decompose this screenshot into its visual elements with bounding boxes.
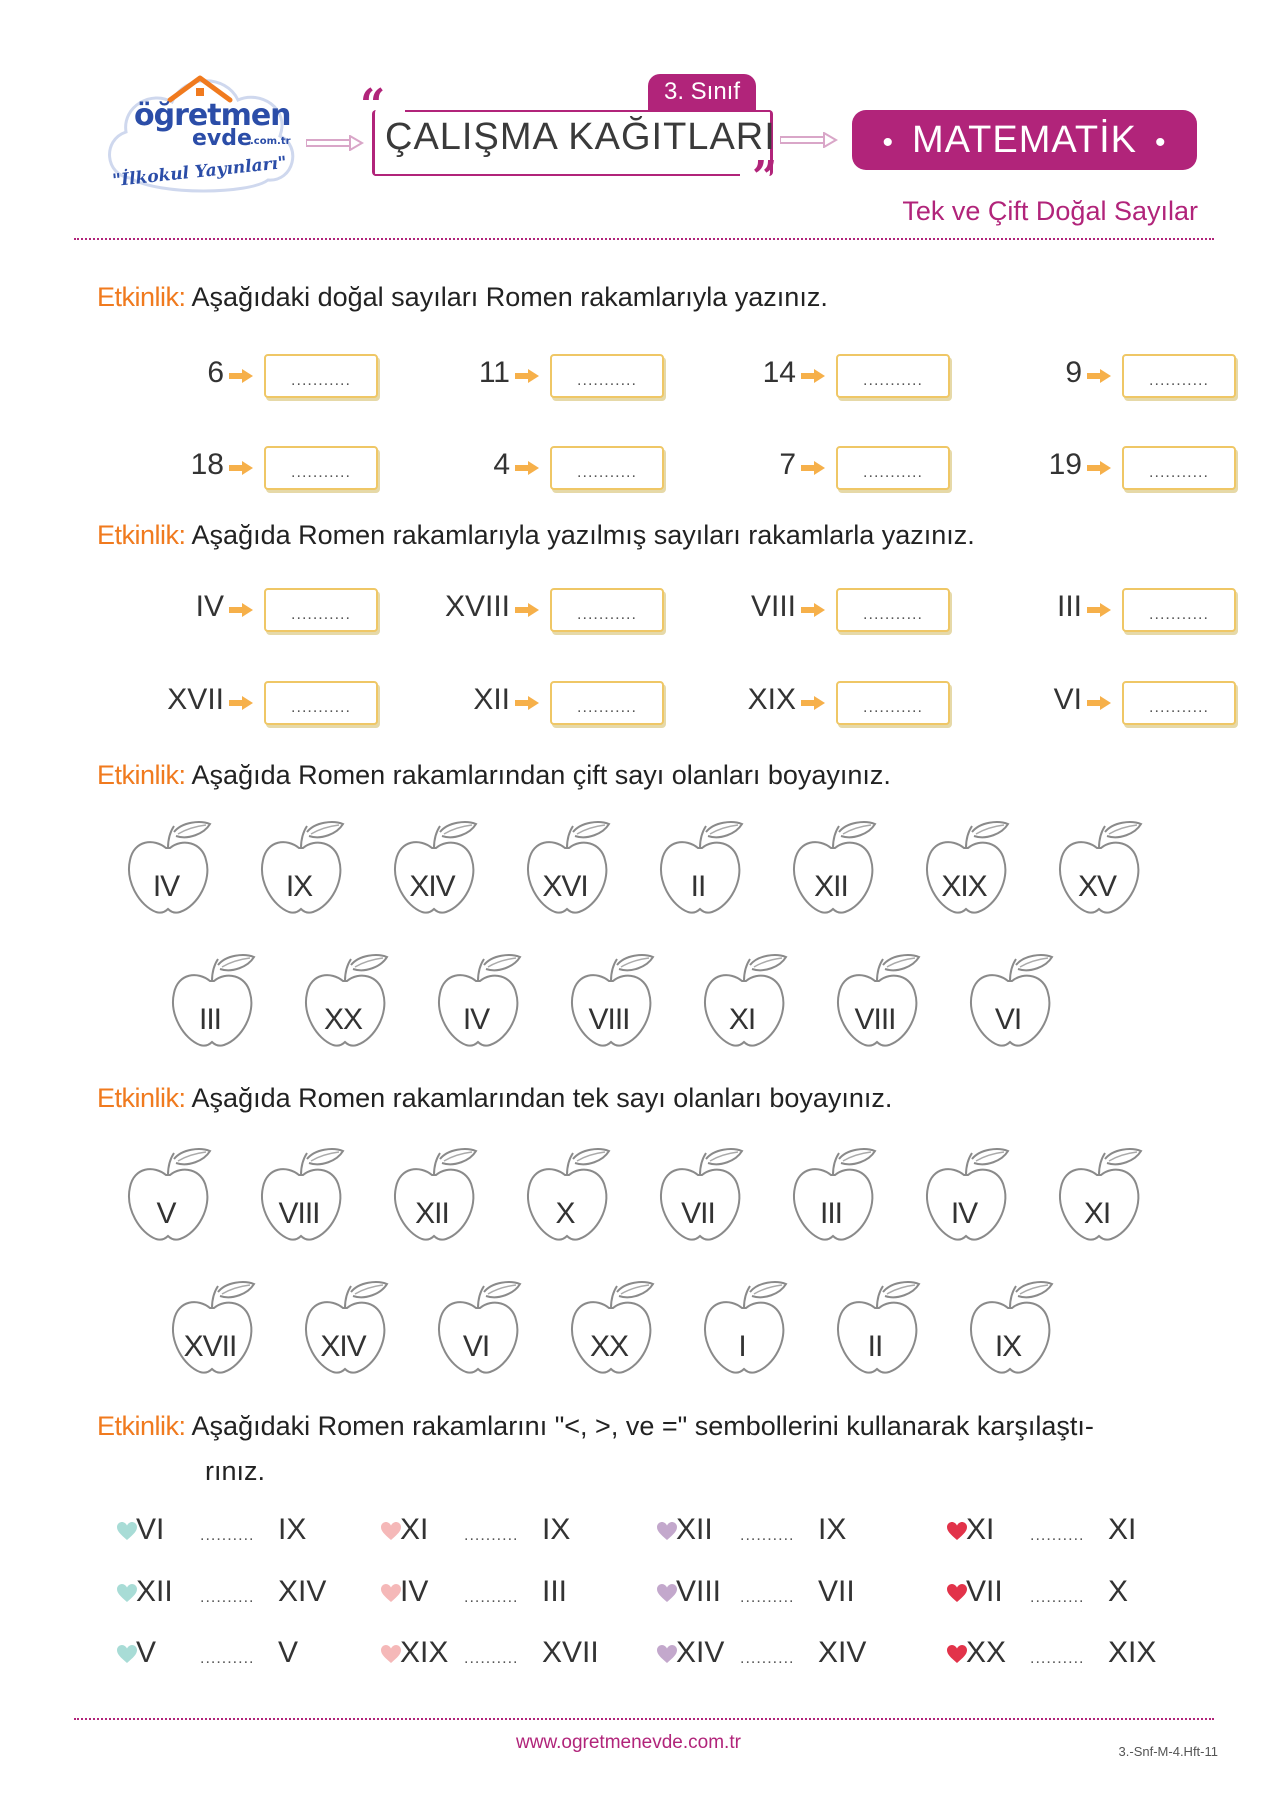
comparison-right-numeral: XI [1108, 1513, 1137, 1546]
arrow-right-icon [514, 368, 540, 384]
instruction-text: Aşağıdaki Romen rakamlarını "<, >, ve =" sembollerini kullanarak karşılaştı- [191, 1411, 1094, 1441]
apple-numeral: XX [589, 1330, 629, 1363]
answer-box[interactable]: ........... [264, 681, 378, 725]
arrow-right-icon [228, 602, 254, 618]
apple-item[interactable] [297, 1278, 407, 1388]
heart-icon [380, 1521, 402, 1541]
comparison-right-numeral: IX [818, 1513, 847, 1546]
comparison-item [116, 1513, 356, 1553]
grade-badge: 3. Sınıf [648, 74, 756, 110]
heart-icon [116, 1583, 138, 1603]
comparison-item [946, 1636, 1186, 1676]
comparison-answer-blank[interactable]: .......... [740, 1527, 795, 1544]
header-arrow-icon [780, 132, 838, 148]
exercise-label: 4 [493, 448, 510, 481]
comparison-left-numeral: VIII [676, 1575, 722, 1608]
answer-box[interactable]: ........... [1122, 588, 1236, 632]
apple-item[interactable] [652, 1145, 762, 1255]
brand-logo [100, 60, 300, 210]
comparison-answer-blank[interactable]: .......... [464, 1650, 519, 1667]
answer-box[interactable]: ........... [836, 588, 950, 632]
exercise-item [94, 442, 374, 494]
apple-numeral: VI [462, 1330, 490, 1363]
activity-tag: Etkinlik: [97, 1083, 186, 1113]
apple-item[interactable] [563, 951, 673, 1061]
comparison-item [946, 1513, 1186, 1553]
heart-icon [116, 1644, 138, 1664]
apple-numeral: III [819, 1197, 842, 1230]
comparison-right-numeral: X [1108, 1575, 1129, 1608]
answer-box[interactable]: ........... [836, 681, 950, 725]
comparison-item [116, 1636, 356, 1676]
apple-numeral: IV [152, 870, 180, 903]
comparison-left-numeral: XI [400, 1513, 429, 1546]
arrow-right-icon [228, 695, 254, 711]
page-title: ÇALIŞMA KAĞITLARI [385, 116, 776, 158]
exercise-label: XII [473, 683, 510, 716]
apple-numeral: VI [994, 1003, 1022, 1036]
exercise-label: XVII [167, 683, 224, 716]
apple-item[interactable] [696, 1278, 806, 1388]
comparison-left-numeral: XII [676, 1513, 713, 1546]
arrow-right-icon [514, 695, 540, 711]
heart-icon [380, 1583, 402, 1603]
apple-item[interactable] [164, 1278, 274, 1388]
arrow-right-icon [800, 602, 826, 618]
topic-title: Tek ve Çift Doğal Sayılar [902, 196, 1198, 226]
apple-numeral: XI [728, 1003, 756, 1036]
apple-item[interactable] [1051, 1145, 1161, 1255]
answer-box[interactable]: ........... [550, 354, 664, 398]
exercise-label: III [1056, 590, 1082, 623]
apple-numeral: IX [994, 1330, 1022, 1363]
heart-icon [946, 1583, 968, 1603]
apple-item[interactable] [120, 1145, 230, 1255]
exercise-item [666, 677, 946, 729]
exercise-item [952, 677, 1232, 729]
apple-numeral: XII [415, 1197, 449, 1230]
instruction-text: Aşağıdaki doğal sayıları Romen rakamlarıyla yazınız. [191, 282, 828, 312]
apple-item[interactable] [297, 951, 407, 1061]
arrow-right-icon [514, 602, 540, 618]
apple-numeral: V [156, 1197, 176, 1230]
comparison-left-numeral: V [136, 1636, 157, 1669]
apple-item[interactable] [386, 818, 496, 928]
comparison-item [656, 1513, 896, 1553]
open-quote-icon: “ [360, 80, 386, 131]
comparison-item [656, 1575, 896, 1615]
apple-numeral: IX [285, 870, 313, 903]
arrow-right-icon [228, 460, 254, 476]
comparison-answer-blank[interactable]: .......... [200, 1589, 255, 1606]
comparison-answer-blank[interactable]: .......... [740, 1650, 795, 1667]
exercise-item [952, 584, 1232, 636]
heart-icon [656, 1644, 678, 1664]
footer-url[interactable]: www.ogretmenevde.com.tr [516, 1732, 741, 1753]
exercise-label: VIII [750, 590, 796, 623]
arrow-right-icon [800, 368, 826, 384]
apple-numeral: XVII [183, 1330, 237, 1363]
apple-item[interactable] [563, 1278, 673, 1388]
instruction-text: Aşağıda Romen rakamlarıyla yazılmış sayıları rakamlarla yazınız. [191, 520, 975, 550]
apple-numeral: XVI [542, 870, 588, 903]
exercise-item [380, 584, 660, 636]
exercise-item [666, 584, 946, 636]
exercise-label: 7 [779, 448, 796, 481]
header-divider [74, 238, 1214, 240]
comparison-left-numeral: XI [966, 1513, 995, 1546]
apple-item[interactable] [519, 1145, 629, 1255]
heart-icon [946, 1521, 968, 1541]
comparison-right-numeral: XVII [542, 1636, 599, 1669]
comparison-left-numeral: XX [966, 1636, 1007, 1669]
comparison-left-numeral: XII [136, 1575, 173, 1608]
apple-numeral: XIX [941, 870, 987, 903]
answer-box[interactable]: ........... [836, 446, 950, 490]
exercise-label: IV [195, 590, 224, 623]
apple-numeral: XX [323, 1003, 363, 1036]
comparison-left-numeral: VI [136, 1513, 165, 1546]
apple-item[interactable] [696, 951, 806, 1061]
answer-box[interactable]: ........... [264, 354, 378, 398]
apple-numeral: VIII [278, 1197, 320, 1230]
activity-tag: Etkinlik: [97, 520, 186, 550]
apple-item[interactable] [253, 818, 363, 928]
footer-divider [74, 1718, 1214, 1720]
apple-item[interactable] [1051, 818, 1161, 928]
subject-badge [852, 110, 1197, 170]
comparison-answer-blank[interactable]: .......... [1030, 1589, 1085, 1606]
arrow-right-icon [1086, 602, 1112, 618]
exercise-item [94, 350, 374, 402]
answer-box[interactable]: ........... [264, 446, 378, 490]
apple-numeral: XII [814, 870, 848, 903]
apple-item[interactable] [829, 1278, 939, 1388]
comparison-item [656, 1636, 896, 1676]
apple-item[interactable] [918, 1145, 1028, 1255]
header-arrow-icon [306, 135, 364, 151]
apple-numeral: IV [462, 1003, 490, 1036]
arrow-right-icon [800, 460, 826, 476]
apple-numeral: VIII [854, 1003, 896, 1036]
exercise-label: XVIII [444, 590, 510, 623]
answer-box[interactable]: ........... [1122, 354, 1236, 398]
answer-box[interactable]: ........... [1122, 446, 1236, 490]
apple-numeral: X [555, 1197, 575, 1230]
logo-brand-text-2: evde [192, 126, 252, 151]
apple-numeral: XI [1083, 1197, 1111, 1230]
comparison-left-numeral: XIX [400, 1636, 449, 1669]
instruction-text: Aşağıda Romen rakamlarından tek sayı olanları boyayınız. [191, 1083, 893, 1113]
heart-icon [116, 1521, 138, 1541]
answer-box[interactable]: ........... [550, 446, 664, 490]
exercise-label: 11 [478, 356, 510, 389]
comparison-right-numeral: VII [818, 1575, 855, 1608]
heart-icon [656, 1583, 678, 1603]
apple-item[interactable] [829, 951, 939, 1061]
comparison-item [380, 1513, 620, 1553]
apple-numeral: VIII [588, 1003, 630, 1036]
apple-item[interactable] [785, 818, 895, 928]
exercise-label: 19 [1048, 448, 1082, 481]
apple-item[interactable] [120, 818, 230, 928]
comparison-answer-blank[interactable]: .......... [464, 1589, 519, 1606]
exercise-item [380, 350, 660, 402]
exercise-item [94, 584, 374, 636]
activity-5-instruction-continued: rınız. [205, 1456, 266, 1486]
answer-box[interactable]: ........... [550, 588, 664, 632]
comparison-left-numeral: IV [400, 1575, 429, 1608]
logo-brand-text: öğretmen [134, 98, 291, 133]
activity-1-instruction [97, 282, 828, 313]
comparison-answer-blank[interactable]: .......... [464, 1527, 519, 1544]
arrow-right-icon [1086, 695, 1112, 711]
bullet-icon: • [1155, 126, 1167, 159]
apple-numeral: III [198, 1003, 221, 1036]
comparison-answer-blank[interactable]: .......... [740, 1589, 795, 1606]
exercise-label: 9 [1065, 356, 1082, 389]
exercise-label: 18 [190, 448, 224, 481]
exercise-label: VI [1053, 683, 1082, 716]
exercise-item [952, 350, 1232, 402]
heart-icon [946, 1644, 968, 1664]
apple-item[interactable] [164, 951, 274, 1061]
activity-5-instruction [97, 1411, 1094, 1442]
answer-box[interactable]: ........... [264, 588, 378, 632]
apple-item[interactable] [918, 818, 1028, 928]
logo-domain-text: .com.tr [250, 136, 291, 147]
apple-item[interactable] [962, 1278, 1072, 1388]
comparison-answer-blank[interactable]: .......... [1030, 1527, 1085, 1544]
comparison-item [380, 1636, 620, 1676]
apple-item[interactable] [386, 1145, 496, 1255]
comparison-right-numeral: XIV [278, 1575, 327, 1608]
heart-icon [656, 1521, 678, 1541]
answer-box[interactable]: ........... [836, 354, 950, 398]
subject-label: MATEMATİK [911, 119, 1138, 161]
apple-item[interactable] [519, 818, 629, 928]
arrow-right-icon [1086, 460, 1112, 476]
heart-icon [380, 1644, 402, 1664]
exercise-label: XIX [747, 683, 796, 716]
apple-numeral: I [738, 1330, 746, 1363]
exercise-item [380, 442, 660, 494]
comparison-left-numeral: VII [966, 1575, 1003, 1608]
arrow-right-icon [228, 368, 254, 384]
comparison-right-numeral: XIV [818, 1636, 867, 1669]
comparison-item [116, 1575, 356, 1615]
activity-4-instruction [97, 1083, 892, 1114]
apple-item[interactable] [430, 1278, 540, 1388]
apple-numeral: II [867, 1330, 883, 1363]
comparison-answer-blank[interactable]: .......... [200, 1527, 255, 1544]
comparison-right-numeral: XIX [1108, 1636, 1157, 1669]
bullet-icon: • [882, 126, 894, 159]
footer-code: 3.-Snf-M-4.Hft-11 [1118, 1744, 1218, 1759]
comparison-answer-blank[interactable]: .......... [200, 1650, 255, 1667]
activity-tag: Etkinlik: [97, 282, 186, 312]
comparison-item [380, 1575, 620, 1615]
activity-3-instruction [97, 760, 891, 791]
comparison-right-numeral: IX [542, 1513, 571, 1546]
activity-tag: Etkinlik: [97, 760, 186, 790]
comparison-right-numeral: IX [278, 1513, 307, 1546]
arrow-right-icon [800, 695, 826, 711]
comparison-right-numeral: III [542, 1575, 568, 1608]
exercise-label: 6 [207, 356, 224, 389]
apple-item[interactable] [785, 1145, 895, 1255]
exercise-item [666, 350, 946, 402]
apple-numeral: VII [681, 1197, 715, 1230]
apple-numeral: IV [950, 1197, 978, 1230]
answer-box[interactable]: ........... [1122, 681, 1236, 725]
answer-box[interactable]: ........... [550, 681, 664, 725]
activity-2-instruction [97, 520, 975, 551]
exercise-item [666, 442, 946, 494]
exercise-item [94, 677, 374, 729]
comparison-answer-blank[interactable]: .......... [1030, 1650, 1085, 1667]
exercise-item [952, 442, 1232, 494]
close-quote-icon: ” [752, 152, 778, 203]
arrow-right-icon [1086, 368, 1112, 384]
apple-item[interactable] [652, 818, 762, 928]
exercise-label: 14 [762, 356, 796, 389]
apple-item[interactable] [253, 1145, 363, 1255]
comparison-item [946, 1575, 1186, 1615]
comparison-left-numeral: XIV [676, 1636, 725, 1669]
comparison-right-numeral: V [278, 1636, 299, 1669]
apple-numeral: XV [1077, 870, 1117, 903]
apple-numeral: XIV [409, 870, 455, 903]
activity-tag: Etkinlik: [97, 1411, 186, 1441]
apple-numeral: II [690, 870, 706, 903]
apple-item[interactable] [962, 951, 1072, 1061]
exercise-item [380, 677, 660, 729]
apple-item[interactable] [430, 951, 540, 1061]
instruction-text: Aşağıda Romen rakamlarından çift sayı olanları boyayınız. [191, 760, 891, 790]
arrow-right-icon [514, 460, 540, 476]
logo-tagline: "İlkokul Yayınları" [111, 152, 288, 192]
apple-numeral: XIV [320, 1330, 366, 1363]
